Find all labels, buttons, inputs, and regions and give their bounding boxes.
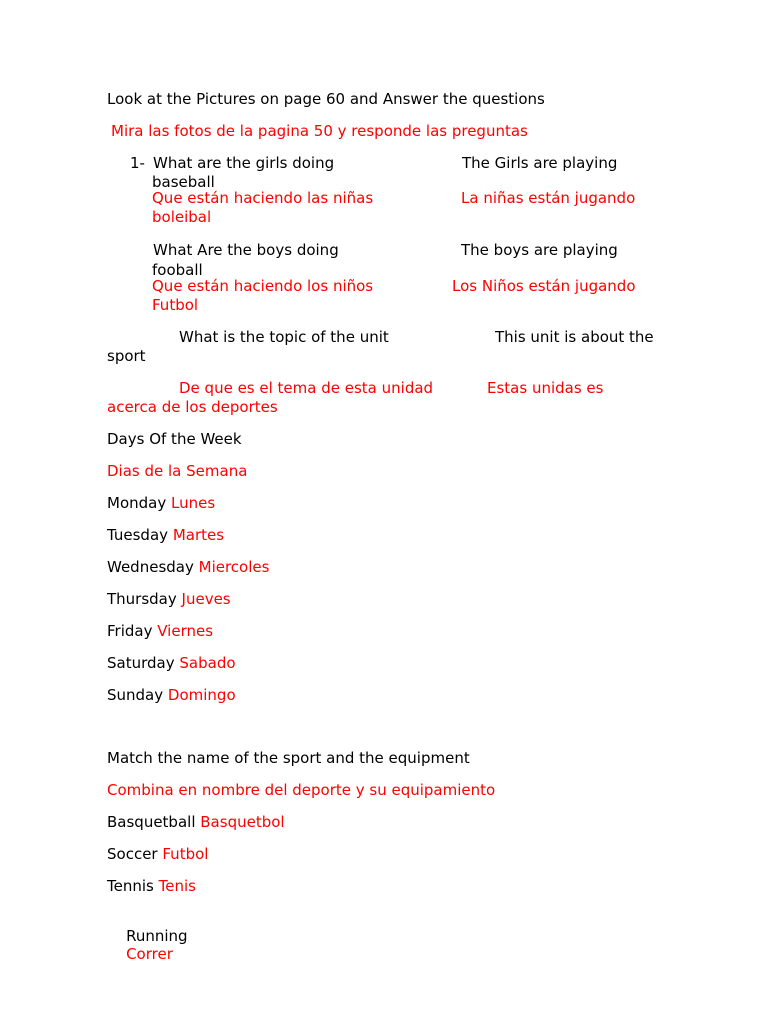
sport-es: Basquetbol (200, 813, 285, 831)
q1-question-es: Que están haciendo las niñas (152, 189, 374, 207)
q2-answer-en: The boys are playing (461, 241, 618, 259)
q1-question-en: What are the girls doing (153, 154, 335, 172)
q2-answer-es-cont: Futbol (152, 296, 199, 314)
q3-question-es: De que es el tema de esta unidad (179, 379, 434, 397)
day-row-tuesday (107, 526, 224, 544)
q3-question-en: What is the topic of the unit (179, 328, 389, 346)
day-en: Tuesday (107, 526, 169, 544)
days-heading-en: Days Of the Week (107, 430, 242, 448)
day-en: Saturday (107, 654, 175, 672)
day-row-wednesday (107, 558, 269, 576)
q1-number: 1- (130, 154, 145, 172)
match-heading-en: Match the name of the sport and the equipment (107, 749, 470, 767)
day-es: Sabado (179, 654, 236, 672)
day-en: Friday (107, 622, 153, 640)
day-en: Thursday (107, 590, 177, 608)
sport-es: Futbol (162, 845, 209, 863)
day-es: Martes (172, 526, 225, 544)
day-row-sunday (107, 686, 236, 704)
day-row-thursday (107, 590, 231, 608)
q3-answer-en-cont: sport (107, 347, 146, 365)
instructions-en: Look at the Pictures on page 60 and Answer the questions (107, 90, 545, 108)
sport-row-basquetball (107, 813, 285, 831)
sport-row-running (107, 909, 197, 981)
sport-row-tennis (107, 877, 196, 895)
day-row-monday (107, 494, 215, 512)
sport-row-soccer (107, 845, 208, 863)
sport-en: Running (126, 927, 198, 945)
q1-answer-es-cont: boleibal (152, 208, 212, 226)
q1-answer-es: La niñas están jugando (461, 189, 636, 207)
sport-en: Tennis (107, 877, 154, 895)
q2-question-en: What Are the boys doing (153, 241, 339, 259)
sport-es: Tenis (158, 877, 196, 895)
q2-answer-es: Los Niños están jugando (452, 277, 636, 295)
day-en: Wednesday (107, 558, 194, 576)
q2-question-es: Que están haciendo los niños (152, 277, 374, 295)
days-heading-es: Dias de la Semana (107, 462, 248, 480)
q3-answer-en: This unit is about the (495, 328, 654, 346)
day-en: Sunday (107, 686, 164, 704)
instructions-es: Mira las fotos de la pagina 50 y responde las preguntas (111, 122, 528, 140)
q1-answer-en: The Girls are playing (462, 154, 618, 172)
match-heading-es: Combina en nombre del deporte y su equipamiento (107, 781, 496, 799)
sport-es: Correr (126, 945, 173, 963)
q3-answer-es-cont: acerca de los deportes (107, 398, 278, 416)
day-es: Viernes (157, 622, 214, 640)
q2-answer-en-cont: fooball (152, 261, 203, 279)
day-es: Lunes (171, 494, 216, 512)
q1-answer-en-cont: baseball (152, 173, 215, 191)
day-row-friday (107, 622, 213, 640)
day-es: Domingo (167, 686, 236, 704)
sport-en: Soccer (107, 845, 158, 863)
day-en: Monday (107, 494, 167, 512)
q3-answer-es: Estas unidas es (487, 379, 604, 397)
day-row-saturday (107, 654, 236, 672)
day-es: Miercoles (198, 558, 270, 576)
sport-en: Basquetball (107, 813, 196, 831)
day-es: Jueves (181, 590, 231, 608)
